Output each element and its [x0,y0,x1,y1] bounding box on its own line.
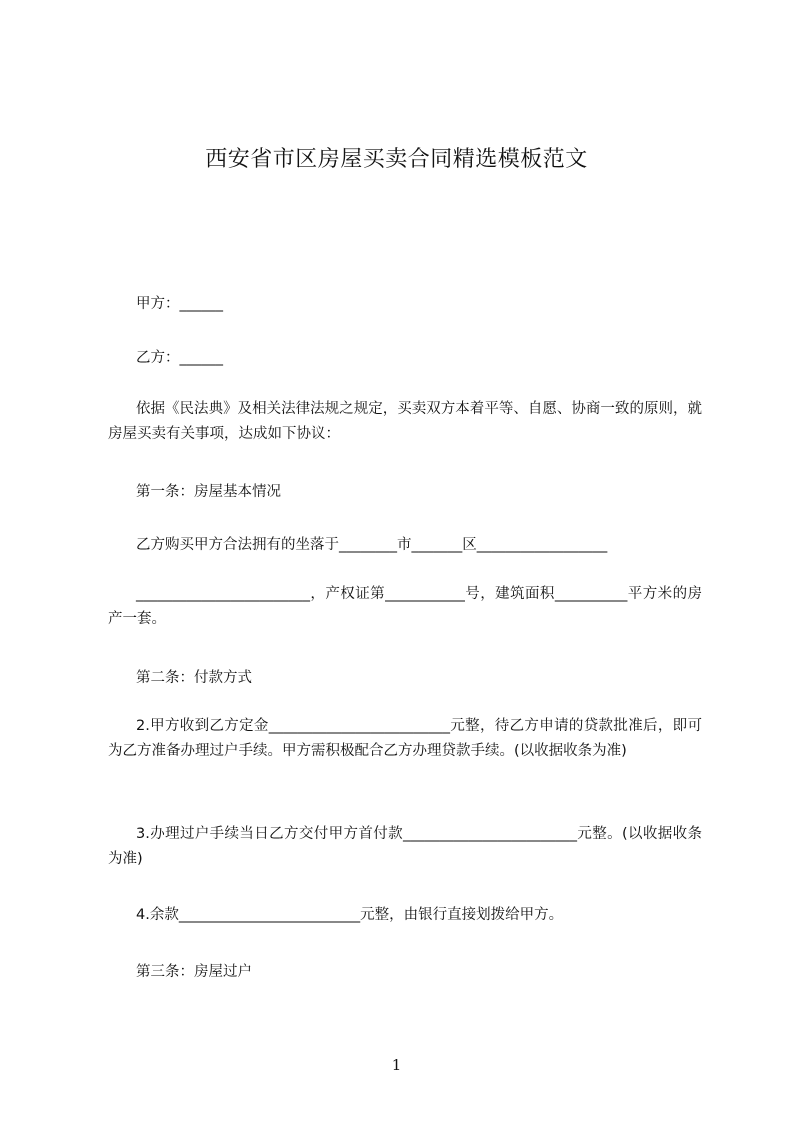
document-title: 西安省市区房屋买卖合同精选模板范文 [205,147,588,172]
page-number: 1 [391,1056,402,1074]
article1-line2: ________________________，产权证第___________号，建筑面积__________平方米的房产一套。 [108,586,702,627]
article2-item4: 4.余款_________________________元整，由银行直接划拨给甲方。 [136,907,564,923]
article1-heading: 第一条：房屋基本情况 [136,484,281,500]
article3-heading: 第三条：房屋过户 [136,964,252,980]
preamble-paragraph: 依据《民法典》及相关法律法规之规定，买卖双方本着平等、自愿、协商一致的原则，就房屋买卖有关事项，达成如下协议： [108,401,702,442]
article2-item3: 3.办理过户手续当日乙方交付甲方首付款________________________元整。(以收据收条为准) [108,826,702,867]
article1-line1: 乙方购买甲方合法拥有的坐落于________市_______区__________________ [136,537,608,553]
party-b-line: 乙方：______ [136,350,223,366]
party-a-line: 甲方：______ [136,296,223,312]
article2-item2: 2.甲方收到乙方定金_________________________元整，待乙方申请的贷款批准后，即可为乙方准备办理过户手续。甲方需积极配合乙方办理贷款手续。(以收据收条为准) [108,718,702,759]
article2-heading: 第二条：付款方式 [136,670,252,686]
